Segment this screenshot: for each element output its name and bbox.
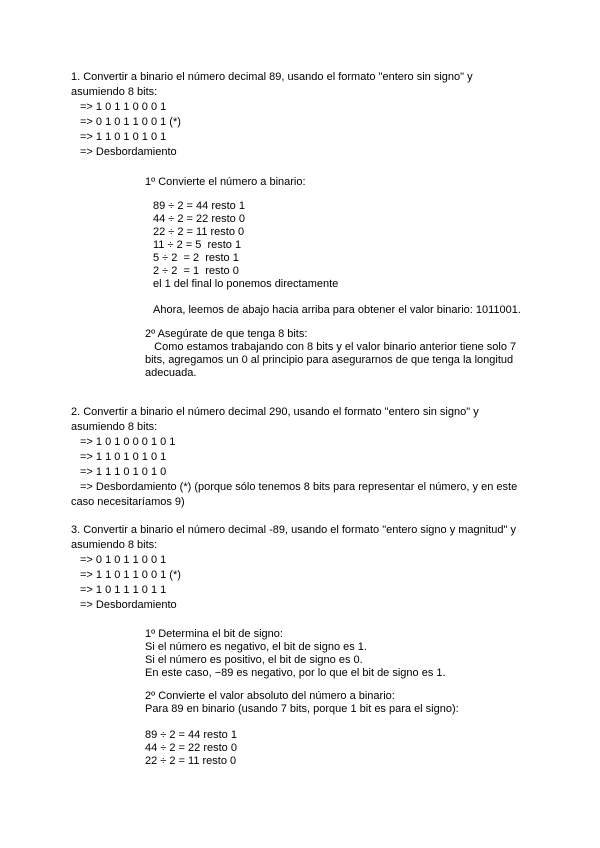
q1-step2-line: Como estamos trabajando con 8 bits y el valor binario anterior tiene solo 7 — [145, 341, 517, 353]
q1-option-c: => 1 1 0 1 0 1 0 1 — [80, 131, 167, 143]
q3-division: 22 ÷ 2 = 11 resto 0 — [145, 755, 237, 767]
q3-option-c: => 1 0 1 1 1 0 1 1 — [80, 584, 167, 596]
q2-option-c: => 1 1 1 0 1 0 1 0 — [80, 466, 167, 478]
q1-option-d: => Desbordamiento — [80, 146, 177, 158]
q3-option-a: => 0 1 0 1 1 0 0 1 — [80, 554, 167, 566]
q3-prompt-line-2: asumiendo 8 bits: — [71, 539, 158, 551]
q1-option-a: => 1 0 1 1 0 0 0 1 — [80, 101, 167, 113]
q1-division: 2 ÷ 2 = 1 resto 0 — [153, 265, 239, 277]
q1-step2-line: adecuada. — [145, 367, 197, 379]
q1-option-b: => 0 1 0 1 1 0 0 1 (*) — [80, 116, 181, 128]
q2-prompt-line-2: asumiendo 8 bits: — [71, 421, 158, 433]
q3-division: 89 ÷ 2 = 44 resto 1 — [145, 729, 237, 741]
q1-final-note: el 1 del final lo ponemos directamente — [153, 278, 339, 290]
q2-option-d-continuation: caso necesitaríamos 9) — [71, 496, 185, 508]
q1-prompt-line-2: asumiendo 8 bits: — [71, 86, 158, 98]
q1-result: Ahora, leemos de abajo hacia arriba para obtener el valor binario: 1011001. — [153, 304, 521, 316]
q2-prompt-line-1: 2. Convertir a binario el número decimal 290, usando el formato "entero sin signo" y — [71, 406, 479, 418]
q1-division: 44 ÷ 2 = 22 resto 0 — [153, 213, 245, 225]
q1-prompt-line-1: 1. Convertir a binario el número decimal 89, usando el formato "entero sin signo" y — [71, 71, 473, 83]
q2-option-d: => Desbordamiento (*) (porque sólo tenemos 8 bits para representar el número, y en este — [80, 481, 518, 493]
q3-step1-title: 1º Determina el bit de signo: — [145, 628, 283, 640]
q3-option-b: => 1 1 0 1 1 0 0 1 (*) — [80, 569, 181, 581]
q1-division: 11 ÷ 2 = 5 resto 1 — [153, 239, 242, 251]
q3-step1-line: Si el número es positivo, el bit de signo es 0. — [145, 654, 363, 666]
q1-step1-title: 1º Convierte el número a binario: — [145, 176, 306, 188]
q2-option-b: => 1 1 0 1 0 1 0 1 — [80, 451, 167, 463]
q1-step2-title: 2º Asegúrate de que tenga 8 bits: — [145, 328, 308, 340]
q1-division: 5 ÷ 2 = 2 resto 1 — [153, 252, 239, 264]
q1-step2-line: bits, agregamos un 0 al principio para asegurarnos de que tenga la longitud — [145, 354, 514, 366]
q3-step2-title: 2º Convierte el valor absoluto del número a binario: — [145, 690, 395, 702]
q3-prompt-line-1: 3. Convertir a binario el número decimal -89, usando el formato "entero signo y magnitud" y — [71, 524, 516, 536]
q3-step1-line: Si el número es negativo, el bit de signo es 1. — [145, 641, 367, 653]
q1-division: 89 ÷ 2 = 44 resto 1 — [153, 200, 245, 212]
q1-division: 22 ÷ 2 = 11 resto 0 — [153, 226, 245, 238]
q3-step2-line: Para 89 en binario (usando 7 bits, porque 1 bit es para el signo): — [145, 703, 459, 715]
q3-division: 44 ÷ 2 = 22 resto 0 — [145, 742, 237, 754]
q3-step1-line: En este caso, −89 es negativo, por lo que el bit de signo es 1. — [145, 667, 446, 679]
q2-option-a: => 1 0 1 0 0 0 1 0 1 — [80, 436, 176, 448]
q3-option-d: => Desbordamiento — [80, 599, 177, 611]
